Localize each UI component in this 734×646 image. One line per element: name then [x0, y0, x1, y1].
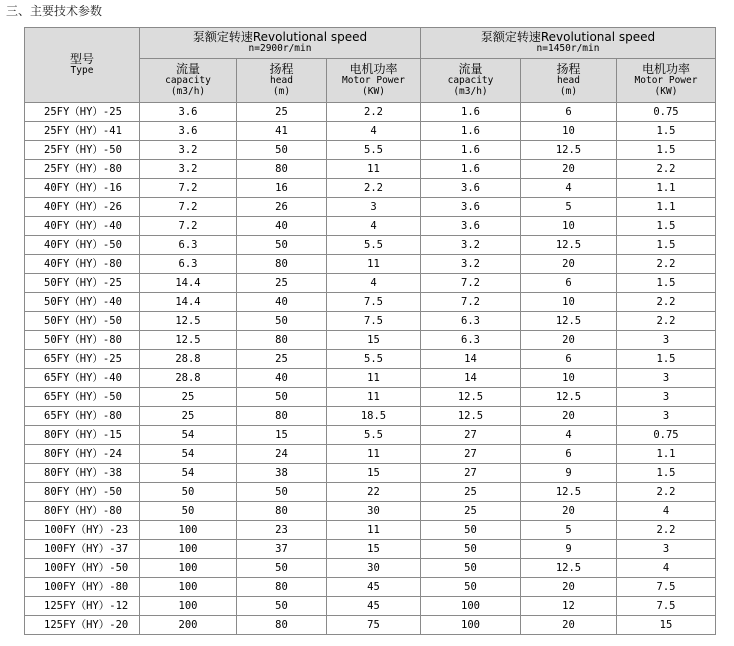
power-1450-cell: 1.5 [617, 274, 716, 293]
pump-spec-table [24, 27, 716, 635]
power-1450-cell: 0.75 [617, 426, 716, 445]
capacity-2900-cell: 100 [140, 578, 237, 597]
table-row [25, 388, 716, 407]
power-1450-cell: 1.1 [617, 179, 716, 198]
head-2900-cell: 38 [237, 464, 327, 483]
head-unit: (m) [559, 86, 578, 97]
head-unit: (m) [272, 86, 291, 97]
capacity-2900-cell: 25 [140, 388, 237, 407]
head-1450-cell: 6 [521, 445, 617, 464]
power-1450-cell: 1.5 [617, 122, 716, 141]
head-2900-cell: 80 [237, 578, 327, 597]
capacity-2900-cell: 100 [140, 559, 237, 578]
power-2900-cell: 4 [327, 274, 421, 293]
head-2900-cell: 50 [237, 236, 327, 255]
head-1450-cell: 5 [521, 521, 617, 540]
head-label-en: head [557, 75, 580, 86]
capacity-1450-cell: 1.6 [421, 122, 521, 141]
power-2900-cell: 5.5 [327, 141, 421, 160]
model-cell: 65FY（HY）-80 [25, 407, 140, 426]
head-2900-cell: 50 [237, 483, 327, 502]
power-1450-cell: 0.75 [617, 103, 716, 122]
model-cell: 50FY（HY）-80 [25, 331, 140, 350]
head-1450-cell: 4 [521, 426, 617, 445]
power-2900-cell: 15 [327, 540, 421, 559]
power-2900-cell: 75 [327, 616, 421, 635]
power-1450-cell: 3 [617, 540, 716, 559]
head-1450-cell: 4 [521, 179, 617, 198]
capacity-1450-cell: 12.5 [421, 388, 521, 407]
head-2900-cell: 80 [237, 616, 327, 635]
model-cell: 100FY（HY）-23 [25, 521, 140, 540]
power-2900-cell: 4 [327, 217, 421, 236]
type-header-en: Type [70, 65, 94, 76]
table-row [25, 198, 716, 217]
capacity-1450-cell: 3.2 [421, 255, 521, 274]
capacity-1450-cell: 25 [421, 502, 521, 521]
capacity-1450-cell: 100 [421, 616, 521, 635]
head-label-cn: 扬程 [269, 62, 294, 76]
head-2900-cell: 16 [237, 179, 327, 198]
model-cell: 50FY（HY）-25 [25, 274, 140, 293]
model-cell: 65FY（HY）-50 [25, 388, 140, 407]
head-label-en: head [270, 75, 293, 86]
head-header-2900 [237, 59, 327, 103]
capacity-2900-cell: 12.5 [140, 331, 237, 350]
power-2900-cell: 30 [327, 502, 421, 521]
capacity-2900-cell: 100 [140, 540, 237, 559]
capacity-2900-cell: 3.2 [140, 141, 237, 160]
power-1450-cell: 2.2 [617, 483, 716, 502]
capacity-1450-cell: 7.2 [421, 274, 521, 293]
capacity-2900-cell: 12.5 [140, 312, 237, 331]
speed-1450-rpm: n=1450r/min [536, 43, 600, 54]
power-2900-cell: 2.2 [327, 179, 421, 198]
head-1450-cell: 10 [521, 122, 617, 141]
head-2900-cell: 80 [237, 331, 327, 350]
capacity-2900-cell: 28.8 [140, 350, 237, 369]
head-2900-cell: 37 [237, 540, 327, 559]
head-2900-cell: 80 [237, 407, 327, 426]
head-2900-cell: 40 [237, 369, 327, 388]
capacity-1450-cell: 25 [421, 483, 521, 502]
table-row [25, 312, 716, 331]
head-2900-cell: 80 [237, 160, 327, 179]
power-1450-cell: 1.1 [617, 198, 716, 217]
head-1450-cell: 12.5 [521, 141, 617, 160]
capacity-1450-cell: 14 [421, 350, 521, 369]
capacity-header-2900 [140, 59, 237, 103]
table-row [25, 331, 716, 350]
head-1450-cell: 6 [521, 103, 617, 122]
power-header-2900 [327, 59, 421, 103]
capacity-2900-cell: 54 [140, 464, 237, 483]
capacity-2900-cell: 3.6 [140, 103, 237, 122]
power-2900-cell: 30 [327, 559, 421, 578]
table-row [25, 502, 716, 521]
capacity-2900-cell: 50 [140, 502, 237, 521]
capacity-header-1450 [421, 59, 521, 103]
model-cell: 25FY（HY）-80 [25, 160, 140, 179]
table-row [25, 350, 716, 369]
table-row [25, 464, 716, 483]
capacity-2900-cell: 50 [140, 483, 237, 502]
section-title: 三、主要技术参数 [6, 4, 103, 18]
power-1450-cell: 2.2 [617, 293, 716, 312]
model-cell: 25FY（HY）-41 [25, 122, 140, 141]
power-2900-cell: 7.5 [327, 293, 421, 312]
power-1450-cell: 1.5 [617, 141, 716, 160]
table-row [25, 160, 716, 179]
model-cell: 40FY（HY）-40 [25, 217, 140, 236]
capacity-unit: (m3/h) [170, 86, 206, 97]
power-2900-cell: 45 [327, 597, 421, 616]
power-2900-cell: 11 [327, 160, 421, 179]
capacity-1450-cell: 6.3 [421, 312, 521, 331]
power-1450-cell: 3 [617, 388, 716, 407]
head-2900-cell: 80 [237, 255, 327, 274]
table-row [25, 141, 716, 160]
capacity-2900-cell: 54 [140, 445, 237, 464]
capacity-2900-cell: 54 [140, 426, 237, 445]
power-1450-cell: 1.5 [617, 350, 716, 369]
model-cell: 50FY（HY）-40 [25, 293, 140, 312]
power-2900-cell: 2.2 [327, 103, 421, 122]
power-2900-cell: 7.5 [327, 312, 421, 331]
power-1450-cell: 7.5 [617, 578, 716, 597]
capacity-1450-cell: 3.6 [421, 198, 521, 217]
head-1450-cell: 5 [521, 198, 617, 217]
capacity-1450-cell: 50 [421, 521, 521, 540]
model-cell: 100FY（HY）-37 [25, 540, 140, 559]
table-row [25, 426, 716, 445]
head-1450-cell: 12.5 [521, 312, 617, 331]
capacity-2900-cell: 7.2 [140, 217, 237, 236]
capacity-2900-cell: 14.4 [140, 293, 237, 312]
head-2900-cell: 23 [237, 521, 327, 540]
power-1450-cell: 2.2 [617, 312, 716, 331]
capacity-1450-cell: 27 [421, 464, 521, 483]
capacity-1450-cell: 27 [421, 445, 521, 464]
power-1450-cell: 1.1 [617, 445, 716, 464]
head-1450-cell: 6 [521, 274, 617, 293]
power-1450-cell: 1.5 [617, 236, 716, 255]
model-cell: 80FY（HY）-50 [25, 483, 140, 502]
speed-1450-label: 泵额定转速Revolutional speed [480, 30, 656, 44]
table-row [25, 597, 716, 616]
speed-2900-header [140, 28, 421, 59]
table-row [25, 103, 716, 122]
power-2900-cell: 15 [327, 331, 421, 350]
table-row [25, 578, 716, 597]
head-1450-cell: 20 [521, 160, 617, 179]
head-1450-cell: 20 [521, 255, 617, 274]
head-1450-cell: 10 [521, 369, 617, 388]
power-2900-cell: 45 [327, 578, 421, 597]
power-label-en: Motor Power [634, 75, 698, 86]
power-2900-cell: 4 [327, 122, 421, 141]
model-cell: 125FY（HY）-12 [25, 597, 140, 616]
power-2900-cell: 5.5 [327, 236, 421, 255]
model-cell: 25FY（HY）-25 [25, 103, 140, 122]
power-unit: (KW) [362, 86, 385, 97]
head-1450-cell: 20 [521, 578, 617, 597]
head-1450-cell: 12 [521, 597, 617, 616]
power-1450-cell: 3 [617, 407, 716, 426]
capacity-1450-cell: 6.3 [421, 331, 521, 350]
power-2900-cell: 3 [327, 198, 421, 217]
capacity-1450-cell: 7.2 [421, 293, 521, 312]
head-2900-cell: 50 [237, 388, 327, 407]
head-1450-cell: 12.5 [521, 559, 617, 578]
table-row [25, 236, 716, 255]
capacity-2900-cell: 100 [140, 521, 237, 540]
capacity-2900-cell: 25 [140, 407, 237, 426]
capacity-1450-cell: 1.6 [421, 160, 521, 179]
capacity-1450-cell: 50 [421, 559, 521, 578]
capacity-1450-cell: 50 [421, 578, 521, 597]
power-1450-cell: 4 [617, 502, 716, 521]
capacity-1450-cell: 1.6 [421, 141, 521, 160]
power-1450-cell: 2.2 [617, 521, 716, 540]
model-cell: 40FY（HY）-50 [25, 236, 140, 255]
capacity-2900-cell: 6.3 [140, 255, 237, 274]
table-row [25, 274, 716, 293]
power-2900-cell: 15 [327, 464, 421, 483]
capacity-label-en: capacity [447, 75, 494, 86]
power-2900-cell: 11 [327, 255, 421, 274]
table-row [25, 217, 716, 236]
head-2900-cell: 40 [237, 217, 327, 236]
capacity-label-cn: 流量 [458, 62, 483, 76]
head-1450-cell: 20 [521, 616, 617, 635]
head-1450-cell: 12.5 [521, 483, 617, 502]
model-cell: 125FY（HY）-20 [25, 616, 140, 635]
capacity-1450-cell: 27 [421, 426, 521, 445]
power-1450-cell: 1.5 [617, 464, 716, 483]
table-body [25, 103, 716, 635]
power-1450-cell: 7.5 [617, 597, 716, 616]
type-header-cn: 型号 [69, 52, 94, 66]
model-cell: 40FY（HY）-26 [25, 198, 140, 217]
power-2900-cell: 5.5 [327, 350, 421, 369]
capacity-label-cn: 流量 [175, 62, 200, 76]
power-1450-cell: 3 [617, 369, 716, 388]
capacity-unit: (m3/h) [453, 86, 488, 97]
head-1450-cell: 12.5 [521, 388, 617, 407]
capacity-1450-cell: 3.2 [421, 236, 521, 255]
head-1450-cell: 20 [521, 331, 617, 350]
head-label-cn: 扬程 [556, 62, 581, 76]
table-row [25, 521, 716, 540]
type-header [25, 28, 140, 103]
head-2900-cell: 25 [237, 103, 327, 122]
head-2900-cell: 40 [237, 293, 327, 312]
power-unit: (KW) [654, 86, 678, 97]
head-2900-cell: 50 [237, 559, 327, 578]
speed-2900-rpm: n=2900r/min [248, 43, 312, 54]
table-row [25, 540, 716, 559]
power-2900-cell: 5.5 [327, 426, 421, 445]
head-header-1450 [521, 59, 617, 103]
capacity-1450-cell: 50 [421, 540, 521, 559]
speed-2900-label: 泵额定转速Revolutional speed [192, 30, 368, 44]
table-row [25, 483, 716, 502]
capacity-1450-cell: 3.6 [421, 217, 521, 236]
capacity-2900-cell: 7.2 [140, 198, 237, 217]
head-2900-cell: 25 [237, 350, 327, 369]
capacity-2900-cell: 100 [140, 597, 237, 616]
head-2900-cell: 24 [237, 445, 327, 464]
head-2900-cell: 26 [237, 198, 327, 217]
capacity-2900-cell: 14.4 [140, 274, 237, 293]
table-row [25, 122, 716, 141]
table-row [25, 407, 716, 426]
head-1450-cell: 20 [521, 407, 617, 426]
head-1450-cell: 6 [521, 350, 617, 369]
table-row [25, 369, 716, 388]
head-2900-cell: 25 [237, 274, 327, 293]
capacity-1450-cell: 14 [421, 369, 521, 388]
head-2900-cell: 50 [237, 141, 327, 160]
power-2900-cell: 22 [327, 483, 421, 502]
speed-1450-header [421, 28, 716, 59]
head-2900-cell: 80 [237, 502, 327, 521]
power-1450-cell: 4 [617, 559, 716, 578]
capacity-1450-cell: 12.5 [421, 407, 521, 426]
table-row [25, 293, 716, 312]
power-2900-cell: 11 [327, 521, 421, 540]
power-1450-cell: 2.2 [617, 255, 716, 274]
model-cell: 40FY（HY）-80 [25, 255, 140, 274]
model-cell: 65FY（HY）-25 [25, 350, 140, 369]
head-1450-cell: 20 [521, 502, 617, 521]
head-1450-cell: 9 [521, 464, 617, 483]
capacity-1450-cell: 3.6 [421, 179, 521, 198]
model-cell: 80FY（HY）-38 [25, 464, 140, 483]
head-2900-cell: 50 [237, 312, 327, 331]
power-label-en: Motor Power [342, 75, 405, 86]
power-2900-cell: 11 [327, 445, 421, 464]
head-1450-cell: 10 [521, 293, 617, 312]
capacity-label-en: capacity [165, 75, 211, 86]
table-row [25, 445, 716, 464]
power-label-cn: 电机功率 [349, 62, 398, 76]
power-1450-cell: 2.2 [617, 160, 716, 179]
table-header [25, 28, 716, 103]
power-label-cn: 电机功率 [641, 62, 690, 76]
capacity-2900-cell: 6.3 [140, 236, 237, 255]
model-cell: 100FY（HY）-80 [25, 578, 140, 597]
power-1450-cell: 1.5 [617, 217, 716, 236]
head-1450-cell: 10 [521, 217, 617, 236]
model-cell: 50FY（HY）-50 [25, 312, 140, 331]
capacity-2900-cell: 3.2 [140, 160, 237, 179]
head-1450-cell: 9 [521, 540, 617, 559]
power-1450-cell: 3 [617, 331, 716, 350]
model-cell: 80FY（HY）-15 [25, 426, 140, 445]
capacity-1450-cell: 1.6 [421, 103, 521, 122]
table-row [25, 616, 716, 635]
head-2900-cell: 50 [237, 597, 327, 616]
power-2900-cell: 18.5 [327, 407, 421, 426]
power-header-1450 [617, 59, 716, 103]
table-row [25, 179, 716, 198]
capacity-1450-cell: 100 [421, 597, 521, 616]
model-cell: 80FY（HY）-24 [25, 445, 140, 464]
model-cell: 40FY（HY）-16 [25, 179, 140, 198]
head-2900-cell: 15 [237, 426, 327, 445]
model-cell: 25FY（HY）-50 [25, 141, 140, 160]
model-cell: 100FY（HY）-50 [25, 559, 140, 578]
capacity-2900-cell: 28.8 [140, 369, 237, 388]
power-2900-cell: 11 [327, 369, 421, 388]
model-cell: 65FY（HY）-40 [25, 369, 140, 388]
power-2900-cell: 11 [327, 388, 421, 407]
capacity-2900-cell: 200 [140, 616, 237, 635]
capacity-2900-cell: 3.6 [140, 122, 237, 141]
head-2900-cell: 41 [237, 122, 327, 141]
table-row [25, 255, 716, 274]
table-row [25, 559, 716, 578]
model-cell: 80FY（HY）-80 [25, 502, 140, 521]
power-1450-cell: 15 [617, 616, 716, 635]
capacity-2900-cell: 7.2 [140, 179, 237, 198]
head-1450-cell: 12.5 [521, 236, 617, 255]
